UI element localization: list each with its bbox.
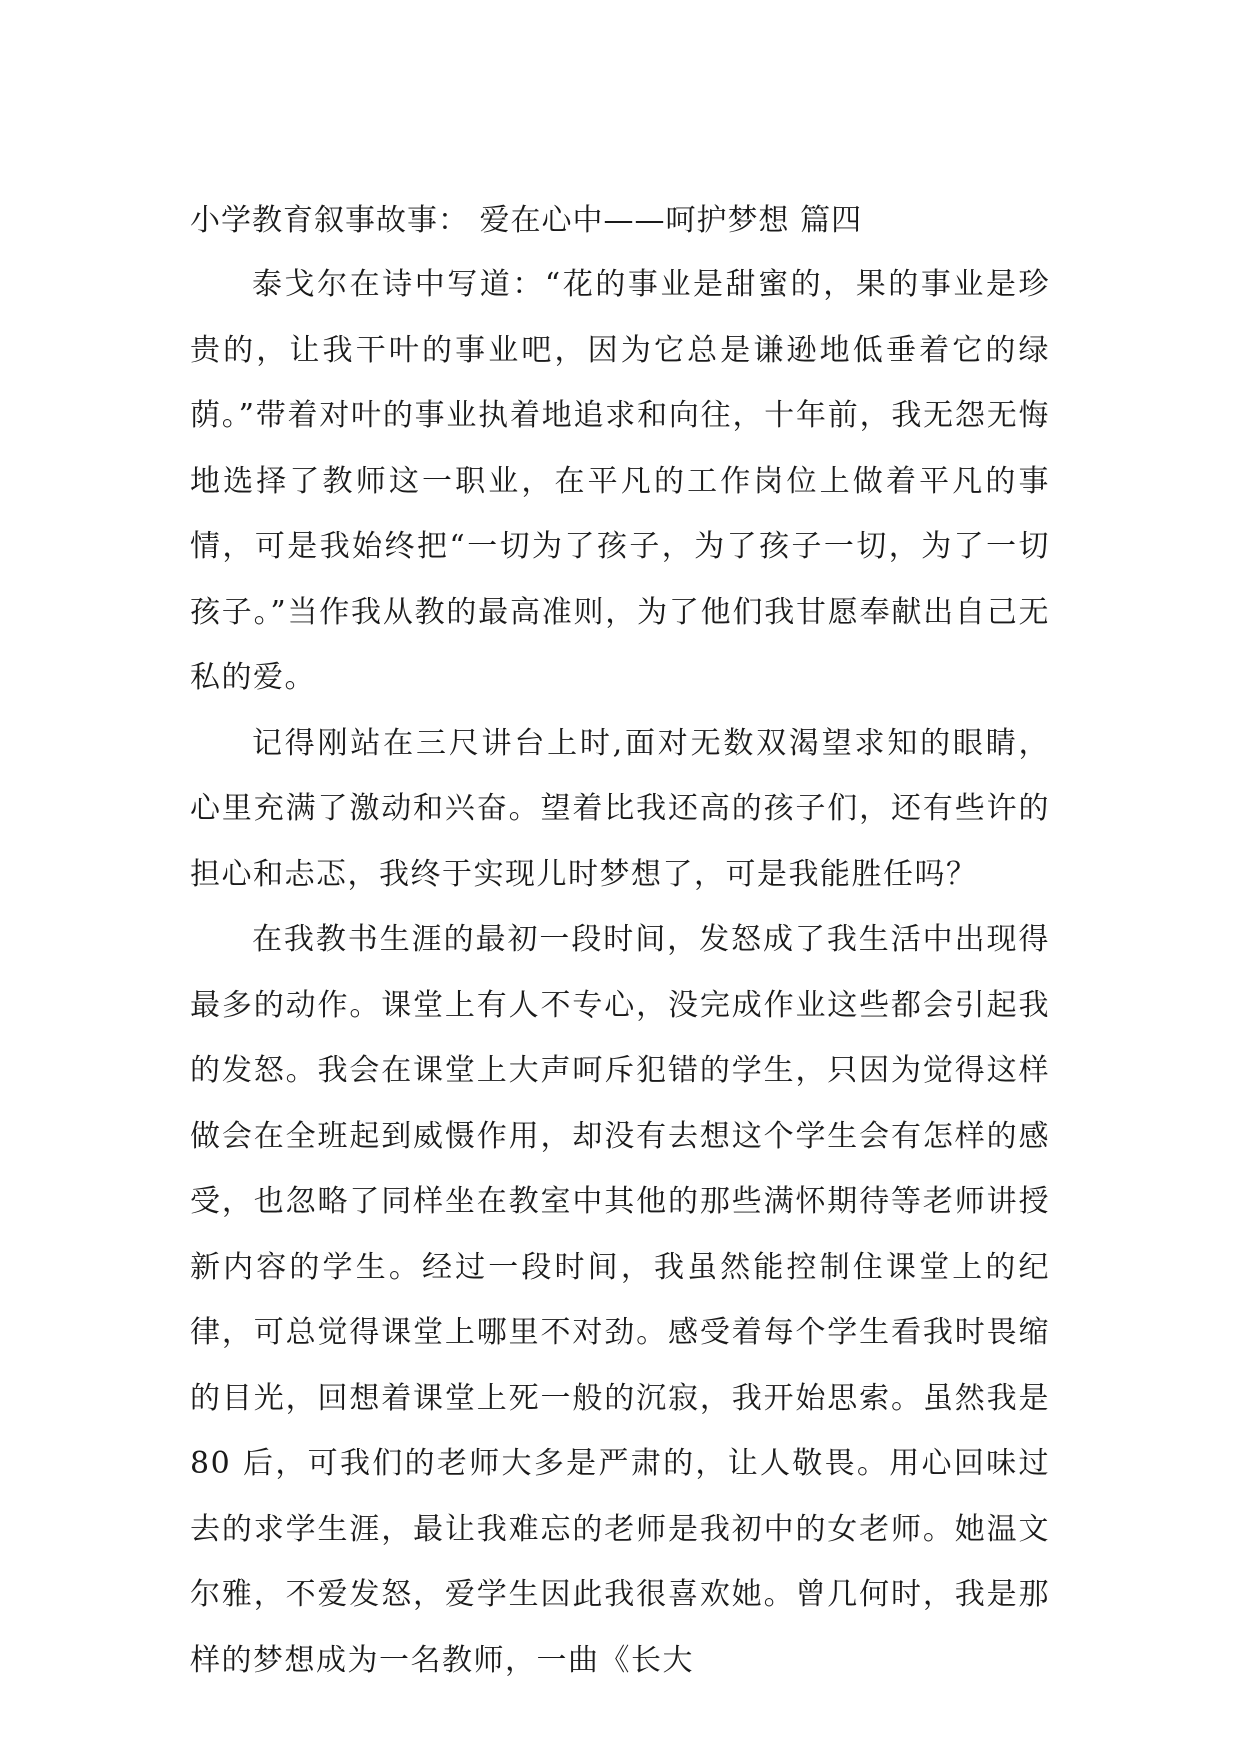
document-body: [190, 190, 1050, 1693]
paragraph-3: 在我教书生涯的最初一段时间，发怒成了我生活中出现得最多的动作。课堂上有人不专心，没完成作业这些都会引起我的发怒。我会在课堂上大声呵斥犯错的学生，只因为觉得这样做会在全班起到威慑作用，却没有去想这个学生会有怎样的感受，也忽略了同样坐在教室中其他的那些满怀期待等老师讲授新内容的学生。经过一段时间，我虽然能控制住课堂上的纪律，可总觉得课堂上哪里不对劲。感受着每个学生看我时畏缩的目光，回想着课堂上死一般的沉寂，我开始思索。虽然我是 80 后，可我们的老师大多是严肃的，让人敬畏。用心回味过去的求学生涯，最让我难忘的老师是我初中的女老师。她温文尔雅，不爱发怒，爱学生因此我很喜欢她。曾几何时，我是那样的梦想成为一名教师，一曲《长大: [190, 922, 1050, 1678]
document-title: 小学教育叙事故事： 爱在心中——呵护梦想 篇四: [190, 203, 863, 238]
paragraph-2: 记得刚站在三尺讲台上时,面对无数双渴望求知的眼睛，心里充满了激动和兴奋。望着比我还高的孩子们，还有些许的担心和忐忑，我终于实现儿时梦想了，可是我能胜任吗？: [190, 725, 1050, 892]
paragraph-1: 泰戈尔在诗中写道：“花的事业是甜蜜的，果的事业是珍贵的，让我干叶的事业吧，因为它总是谦逊地低垂着它的绿荫。”带着对叶的事业执着地追求和向往，十年前，我无怨无悔地选择了教师这一职业，在平凡的工作岗位上做着平凡的事情，可是我始终把“一切为了孩子，为了孩子一切，为了一切孩子。”当作我从教的最高准则，为了他们我甘愿奉献出自己无私的爱。: [190, 267, 1050, 695]
